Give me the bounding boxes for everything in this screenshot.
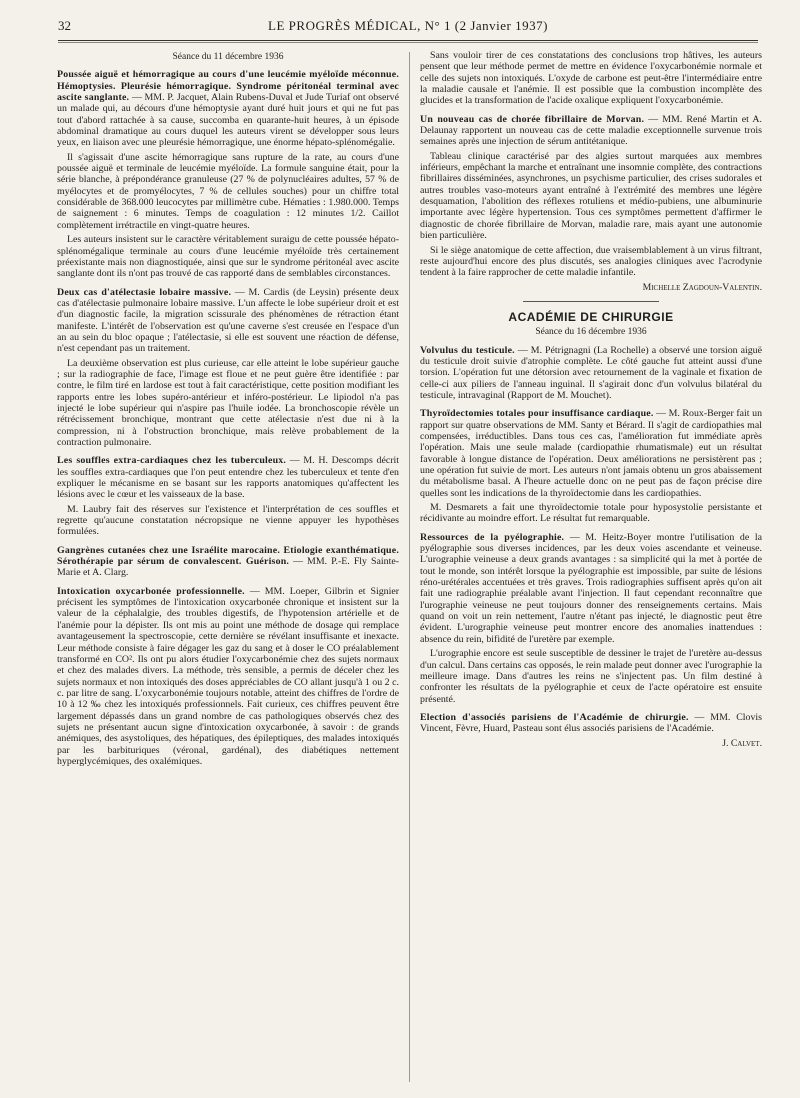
article-title: Les souffles extra-cardiaques chez les tuberculeux. (57, 455, 287, 467)
section-heading: ACADÉMIE DE CHIRURGIE (508, 309, 674, 324)
article-text: — MM. Clovis Vincent, Fèvre, Huard, Pasteau sont élus associés parisiens de l'Académie. (420, 711, 763, 735)
article-text: — MM. Loeper, Gilbrin et Signier précisent les symptômes de l'intoxication oxycarbonée chronique et insistent sur la valeur de la céphalalgie, des troubles digestifs, de l'hypotension artérielle et de l'anémie pour la dépister. Ils ont mis au point une méthode de dosage qui remplace avantageusement la spectroscopie, cette dernière se révélant insuffisante et inexacte. Leur méthode consiste à faire dégager les gaz du sang et à doser le CO préalablement transformé en CO². Ils ont pu alors étudier l'oxycarbonémie chez des sujets normaux et chez des malades divers. La méthode, très sensible, a permis de déceler chez les sujets normaux et non intoxiqués des doses appréciables de CO allant jusqu'à 1 ou 2 c. c. par litre de sang. L'oxycarbonémie toujours notable, atteint des chiffres de l'ordre de 10 à 12 ‰ chez les intoxiqués professionnels. Fait curieux, ces chiffres peuvent être largement dépassés dans un grand nombre de cas pathologiques observés chez des sujets ne présentant aucun signe d'intoxication oxycarbonée, à savoir : de grands anémiques, des asystoliques, des hépatiques, des épileptiques, des malades intoxiqués par les barbituriques (véronal, gardénal), des diabétiques nettement hyperglycémiques, des oxalémiques. (57, 585, 399, 767)
article-title: Gangrènes cutanées chez une Israélite marocaine. Etiologie exanthématique. Sérothérapie par sérum de convalescent. Guérison. (57, 544, 399, 568)
article-title: Un nouveau cas de chorée fibrillaire de Morvan. (420, 113, 645, 125)
article-text: — MM. P.-E. Fly Sainte-Marie et A. Clarg. (57, 556, 400, 579)
paragraph: Il s'agissait d'une ascite hémorragique sans rupture de la rate, au cours d'une poussée aiguë et terminale de leucémie myéloïde. La formule sanguine était, pour la série blanche, à prépondérance granuleuse (27 % de polynucléaires adultes, 57 % de myélocytes et de promyélocytes, 7 % de cellules souches) pour un chiffre total considérable de 368.000 leucocytes par millimètre cube. Hématies : 1.980.000. Temps de saignement : 6 minutes. Temps de coagulation : 12 minutes 1/2. Caillot complètement irrétractile en vingt-quatre heures. (57, 151, 399, 231)
page-number: 32 (58, 18, 71, 33)
article-atelectasie (57, 287, 399, 355)
article-intoxication (57, 586, 399, 768)
article-text: — M. Pétrignagni (La Rochelle) a observé une torsion aiguë du testicule droit suivie d'atrophie complète. Le côté gauche fut atteint aussi d'une torsion. L'opération fut une détorsion avec retournement de la vaginale et fixation de celle-ci aux piliers de l'anneau inguinal. Il s'agirait donc d'un volvulus bilatéral du testicule, intravaginal (Rapport de M. Mouchet). (420, 344, 762, 401)
article-title: Intoxication oxycarbonée professionnelle. (57, 585, 245, 597)
header-rule (58, 40, 758, 41)
article-title: Poussée aiguë et hémorragique au cours d'une leucémie myéloïde méconnue. Hémoptysies. Pleurésie hémorragique. Syndrome péritonéal terminal avec ascite sanglante. (57, 69, 399, 104)
article-text: — MM. René Martin et A. Delaunay rapportent un nouveau cas de cette maladie exceptionnelle survenue trois semaines après une injection de sérum antitétanique. (420, 113, 763, 148)
article-gangrenes (57, 545, 399, 579)
article-title: Election d'associés parisiens de l'Académie de chirurgie. (420, 711, 689, 723)
article-pyelographie (420, 532, 762, 645)
article-thyroidectomies (420, 408, 762, 499)
author-signature: Michelle Zagdoun-Valentin. (642, 281, 762, 293)
header-rule-double (58, 42, 758, 43)
article-title: Deux cas d'atélectasie lobaire massive. (57, 286, 232, 298)
left-column (57, 50, 399, 770)
article-choree (420, 114, 762, 148)
page-header (58, 14, 758, 36)
article-text: — MM. P. Jacquet, Alain Rubens-Duval et Jude Turiaf ont observé un malade qui, au décours d'une hémoptysie ayant duré huit jours et qui ne fut pas tout d'abord rattachée à sa cause, succomba en quarante-huit heures, à un épisode abdominal dramatique au cours duquel les auteurs virent se développer sous leurs yeux, en liaison avec une pleurésie hémorragique, une énorme hépato-splénomégalie. (57, 92, 399, 149)
paragraph: Les auteurs insistent sur le caractère véritablement suraigu de cette poussée hépato-splénomégalique terminale au cours d'une leucémie myéloïde très certainement préexistante mais non diagnostiquée, ainsi que sur le syndrome péritonéal avec ascite sanglante dont ils n'ont pas trouvé de cas rapporté dans de semblables circonstances. (57, 234, 399, 280)
seance-date: Séance du 16 décembre 1936 (535, 327, 647, 338)
article-election (420, 712, 762, 735)
article-volvulus (420, 345, 762, 402)
seance-date: Séance du 11 décembre 1936 (172, 52, 284, 62)
journal-title: LE PROGRÈS MÉDICAL, N° 1 (2 Janvier 1937) (268, 18, 548, 33)
article-title: Ressources de la pyélographie. (420, 531, 565, 543)
right-column (420, 50, 762, 753)
paragraph: L'urographie encore est seule susceptible de dessiner le trajet de l'uretère au-dessus d'un calcul. Dans certains cas opposés, le rein malade peut donner avec l'urographie la meilleure image. Dans d'autres les reins ne s'injectent pas. Un film destiné à confronter les résultats de la pyélographie et ceux de l'acte opératoire est ensuite présenté. (420, 648, 762, 705)
author-signature: J. Calvet. (722, 737, 762, 749)
article-leucemie (57, 69, 399, 148)
article-title: Volvulus du testicule. (420, 344, 515, 356)
paragraph: Si le siège anatomique de cette affection, due vraisemblablement à un virus filtrant, reste aujourd'hui encore des plus discutés, ses analogies cliniques avec l'acrodynie tendent à la faire rapprocher de cette maladie infantile. (420, 244, 762, 279)
article-text: — M. Heitz-Boyer montre l'utilisation de la pyélographie sous diverses incidences, par les deux voies ascendante et veineuse. L'urographie veineuse a deux grands avantages : sa simplicité qui la met à portée de tout le monde, son intérêt lorsque la pyélographie est impossible, par suite de lésions réno-urétérales accentuées et très graves. Trois radiographies suffisent après qu'on ait fait une radiographie préalable avant l'injection. Il faut cependant reconnaître que l'urographie veineuse ne peut toujours donner des renseignements certains. Mais quand on voit un rein nettement, l'autre n'étant pas injecté, le diagnostic peut être évident. L'urographie veineuse peut montrer encore des anomalies inattendues : absence du rein, bifidité de l'uretère par exemple. (420, 531, 762, 645)
article-text: — M. Cardis (de Leysin) présente deux cas d'atélectasie pulmonaire lobaire massive. L'un affecte le lobe supérieur droit et est d'un diagnostic facile, la migration scissurale des phénomènes de rétraction étant manifeste. L'intérêt de l'observation est qu'une caverne s'est creusée en l'espace d'un an au sein du bloc opaque ; l'atélectasie, si elle est souvent une réaction de défense, n'est cependant pas un traitement. (57, 286, 400, 355)
section-rule (523, 301, 660, 302)
paragraph: Sans vouloir tirer de ces constatations des conclusions trop hâtives, les auteurs pensent que leur méthode permet de mettre en évidence l'oxycarbonémie normale et celle des sujets non intoxiqués. L'oxyde de carbone est peut-être l'intermédiaire entre la maladie causale et l'anémie. Il est possible que la combustion incomplète des glucides et la transformation de l'acide oxalique expliquent l'oxycarbonémie. (420, 50, 762, 107)
paragraph: La deuxième observation est plus curieuse, car elle atteint le lobe supérieur gauche ; sur la radiographie de face, l'image est floue et ne peut guère être identifiée : par contre, le film tiré en lardose est tout à fait caractéristique, cette position modifiant les rapports entre les lobes supéro-antérieur et inféro-postérieur. Le lipiodol n'a pas injecté le lobe supérieur qui n'aspire pas l'huile iodée. La bronchoscopie révèle un rétrécissement bronchique, montrant que cette atélectasie n'est due ni à la compression, ni à l'obstruction bronchique, mais relève probablement de la contraction pulmonaire. (57, 357, 399, 448)
article-title: Thyroïdectomies totales pour insuffisance cardiaque. (420, 408, 654, 420)
paragraph: M. Desmarets a fait une thyroïdectomie totale pour hyposystolie persistante et récidivante au moindre effort. Le résultat fut remarquable. (420, 502, 762, 525)
column-divider (409, 52, 410, 1082)
paragraph: Tableau clinique caractérisé par des algies surtout marquées aux membres inférieurs, empêchant la marche et entraînant une insomnie complète, des contractions fibrillaires disséminées, asynchrones, un psychisme particulier, des crises sudorales et autres troubles vaso-moteurs ayant entraîné à l'extrémité des membres une légère desquamation, l'abolition des réflexes rotuliens et médio-pubiens, une albuminurie importante avec légère hypertension. Tous ces symptômes permettent d'affirmer le diagnostic de chorée fibrillaire de Morvan, maladie rare, mais ayant une autonomie bien particulière. (420, 150, 762, 242)
article-text: — M. H. Descomps décrit les souffles extra-cardiaques que l'on peut entendre chez les tuberculeux et tente d'en expliquer le mécanisme en se basant sur les rapports anatomiques qu'affectent les lésions avec le cœur et les vaisseaux de la base. (57, 455, 399, 501)
paragraph: M. Laubry fait des réserves sur l'existence et l'interprétation de ces souffles et regrette qu'aucune constatation nécropsique ne vienne appuyer les hypothèses formulées. (57, 503, 399, 538)
article-text: — M. Roux-Berger fait un rapport sur quatre observations de MM. Santy et Bérard. Il s'agit de cardiopathies mal compensées, irréductibles. Dans tous ces cas, l'amélioration fut immédiate après l'opération. Mais une seule malade (cardiopathie rhumatismale) eut un résultat favorable à longue distance de l'opération. Deux améliorations ne persistèrent pas ; une opération fut suivie de mort. Les auteurs n'ont jamais obtenu un gros abaissement du métabolisme basal. A l'heure actuelle donc on ne peut pas de façon précise dire quelles sont les indications de la thyroïdectomie dans les cardiopathies. (420, 408, 763, 499)
article-souffles (57, 455, 399, 500)
